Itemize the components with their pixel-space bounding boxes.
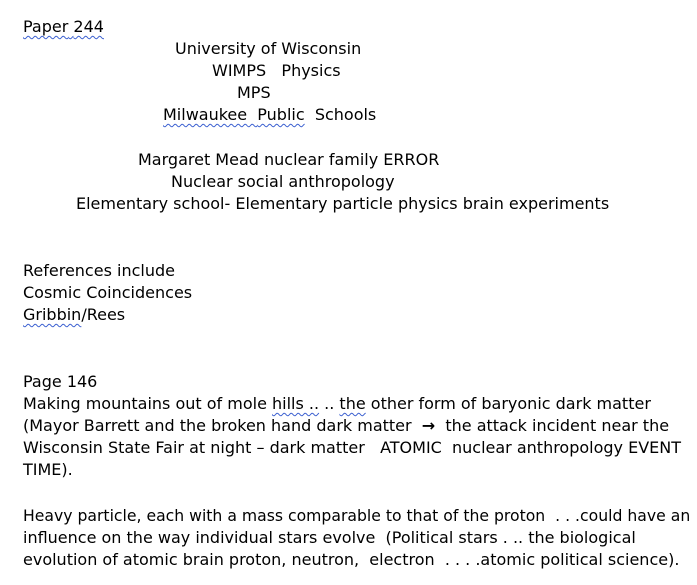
reference-book: Cosmic Coincidences (23, 283, 193, 302)
reference-authors (23, 304, 125, 326)
paper-title (23, 16, 104, 38)
wimps-text: WIMPS (212, 61, 267, 80)
paragraph-1-line-4: TIME). (23, 460, 73, 479)
p1-l1-dots: .. (319, 394, 340, 413)
title-line-3: Elementary school- Elementary particle physics brain experiments (76, 194, 610, 213)
paragraph-2-line-1: Heavy particle, each with a mass comparable to that of the proton . . .could have an (23, 506, 691, 525)
p1-l2-text-a: (Mayor Barrett and the broken hand dark matter (23, 416, 422, 435)
paper-word: Paper (23, 17, 69, 36)
wimps-line (212, 60, 341, 82)
title-line-2: Nuclear social anthropology (171, 172, 395, 191)
p1-l2-text-b: the attack incident near the (435, 416, 670, 435)
mps-line: MPS (237, 83, 271, 102)
physics-text: Physics (281, 61, 341, 80)
paper-number: 244 (73, 17, 104, 36)
public-text: Public (257, 105, 305, 124)
p1-l1-text-e: other form of baryonic dark matter (365, 394, 651, 413)
p1-l1-text-a: Making mountains out of mole (23, 394, 272, 413)
right-arrow-icon: → (421, 416, 436, 435)
paragraph-1-line-2 (23, 415, 669, 437)
p1-l1-the: the (339, 394, 366, 413)
references-heading: References include (23, 261, 175, 280)
milwaukee-text: Milwaukee (163, 105, 248, 124)
paragraph-1-line-3: Wisconsin State Fair at night – dark matter ATOMIC nuclear anthropology EVENT (23, 438, 682, 457)
author-rees: /Rees (81, 305, 126, 324)
university-line: University of Wisconsin (175, 39, 362, 58)
paragraph-2-line-3: evolution of atomic brain proton, neutron, electron . . . .atomic political science). (23, 550, 680, 569)
page-reference: Page 146 (23, 372, 98, 391)
schools-text: Schools (314, 105, 377, 124)
title-line-1: Margaret Mead nuclear family ERROR (138, 150, 440, 169)
author-gribbin: Gribbin (23, 305, 82, 324)
milwaukee-line (163, 104, 376, 126)
p1-l1-hills: hills .. (272, 394, 320, 413)
paragraph-1-line-1 (23, 393, 651, 415)
paragraph-2-line-2: influence on the way individual stars evolve (Political stars . .. the biological (23, 528, 636, 547)
